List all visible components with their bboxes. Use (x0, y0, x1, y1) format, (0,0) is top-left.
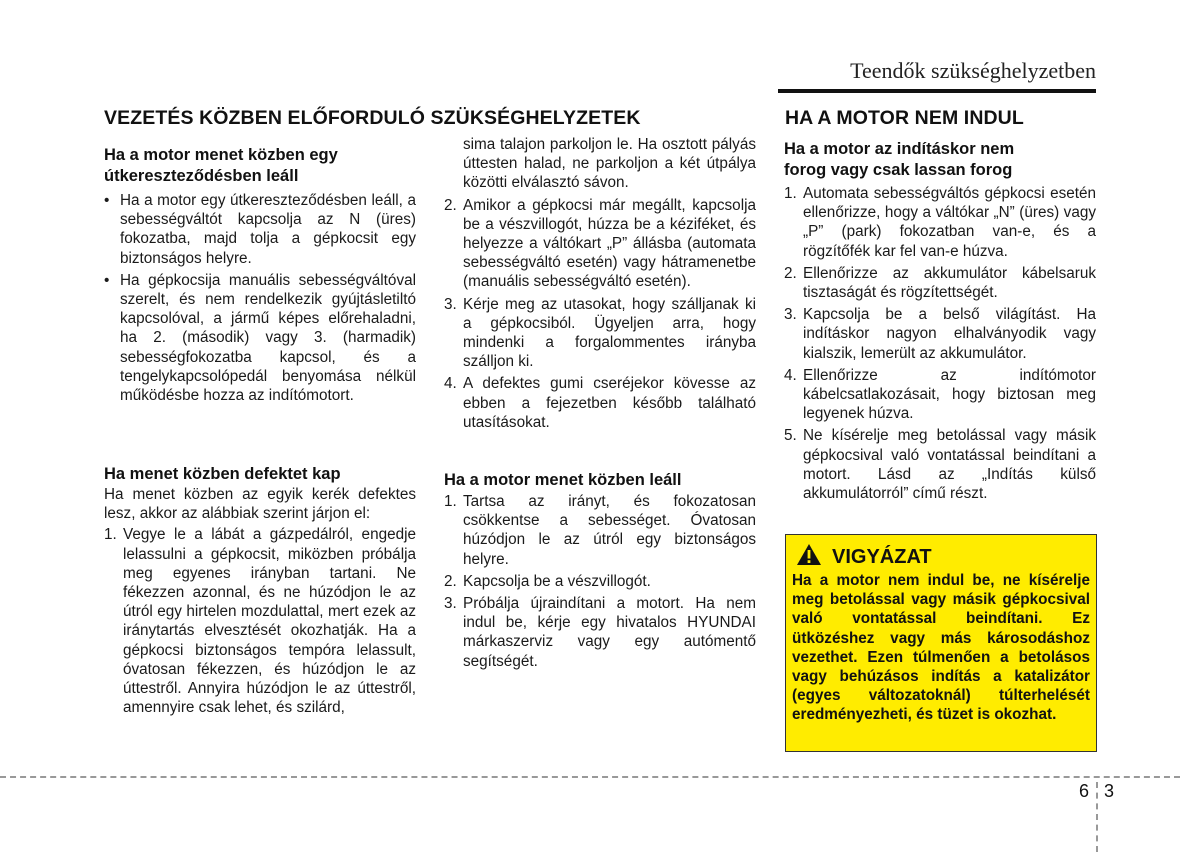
page-header-title: Teendők szükséghelyzetben (850, 58, 1096, 83)
list-item (444, 196, 756, 292)
warning-text: Ha a motor nem indul be, ne kísérelje meg betolással vagy másik gépkocsival való vontatással beindítani. Ez ütközéshez vagy más károsodáshoz vezethet. Ezen túlmenően a betolásos vagy behúzásos indítás a katalizátor (egyes változatoknál) túlterhelését eredményezheti, és tüzet is okozhat. (792, 572, 1090, 724)
list-item (444, 295, 756, 372)
warning-title-row (796, 543, 932, 572)
subheading-line-2: forog vagy csak lassan forog (784, 161, 1013, 179)
header-rule (778, 89, 1096, 93)
bullet-list (104, 191, 416, 405)
step-marker: 4. (784, 366, 797, 384)
list-item (104, 271, 416, 405)
step-marker: 3. (784, 306, 797, 324)
column-2 (444, 135, 756, 435)
flat-tire-continuation: sima talajon parkoljon le. Ha osztott pályás úttesten halad, ne parkoljon a két útpálya közötti elválasztó sávon. (463, 136, 756, 192)
subheading-engine-stalls-while-driving: Ha a motor menet közben leáll (444, 471, 682, 489)
list-item (444, 594, 756, 671)
section-heading-driving-emergencies: VEZETÉS KÖZBEN ELŐFORDULÓ SZÜKSÉGHELYZETEK (104, 107, 641, 129)
list-item (444, 492, 756, 569)
subheading-engine-does-not-crank (784, 139, 1096, 181)
footer-page-divider (1096, 782, 1098, 852)
page-number-chapter: 6 (1079, 781, 1090, 801)
step-marker: 2. (784, 264, 797, 282)
list-item (784, 184, 1096, 261)
list-item-text: A defektes gumi cseréjekor kövesse az ebben a fejezetben később található utasításokat. (463, 375, 756, 431)
list-item-text: Próbálja újraindítani a motort. Ha nem indul be, kérje egy hivatalos HYUNDAI márkaszerviz vagy egy autómentő segítségét. (463, 595, 756, 670)
step-marker: 2. (444, 572, 457, 590)
bullet-marker: • (104, 192, 110, 209)
list-item-text: Ne kísérelje meg betolással vagy másik gépkocsival való vontatással beindítani a motort. Lásd az „Indítás külső akkumulátorról” című részt. (803, 427, 1096, 503)
list-item-text: Ellenőrizze az akkumulátor kábelsaruk tisztaságát és rögzítettségét. (803, 264, 1096, 302)
list-item-text: Automata sebességváltós gépkocsi esetén ellenőrizze, hogy a váltókar „N” (üres) vagy „P” (park) fokozatban van-e, és a rögzítőfék kar fel van-e húzva. (803, 185, 1096, 260)
flat-tire-steps (104, 525, 416, 717)
subheading-line-1: Ha a motor menet közben egy (104, 146, 338, 164)
section-heading-engine-does-not-start: HA A MOTOR NEM INDUL (785, 107, 1024, 129)
list-item-text: Ellenőrizze az indítómotor kábelcsatlakozásait, hogy biztosan meg legyenek húzva. (803, 366, 1096, 423)
no-start-steps (784, 184, 1096, 503)
list-item-text: Vegye le a lábát a gázpedálról, engedje lelassulni a gépkocsit, miközben próbálja meg egyenes irányban tartani. Ne fékezzen azonnal, és ne húzódjon le az útról egy hirtelen mozdulattal, mert ezek az iránytartás elvesztését okozhatják. Ha a gépkocsi biztonságos tempóra lelassult, óvatosan fékezzen, és húzódjon le az úttestről. Annyira húzódjon le az úttestről, amennyire csak lehet, és szilárd, (123, 526, 416, 717)
list-item-text: Amikor a gépkocsi már megállt, kapcsolja be a vészvillogót, húzza be a kéziféket, és helyezze a váltókart „P” állásba (automata sebességváltó esetén) vagy hátramenetbe (manuális sebességváltó esetén). (463, 196, 756, 291)
list-item-text: Ha gépkocsija manuális sebességváltóval szerelt, és nem rendelkezik gyújtásletiltó kapcsolóval, a jármű képes előrehaladni, ha 2. (második) vagy 3. (harmadik) sebességfokozatba kapcsol, és a tengelykapcsolópedál benyomása nélkül működésbe hozza az indítómotort. (120, 271, 416, 405)
subheading-line-2: útkereszteződésben leáll (104, 167, 299, 185)
step-marker: 1. (784, 185, 797, 202)
page-number-page: 3 (1104, 781, 1115, 801)
subheading-flat-tire: Ha menet közben defektet kap (104, 465, 341, 483)
column-1 (104, 145, 416, 408)
bullet-marker: • (104, 271, 110, 289)
flat-tire-intro: Ha menet közben az egyik kerék defektes lesz, akkor az alábbiak szerint járjon el: (104, 486, 416, 523)
list-item-text: Kapcsolja be a belső világítást. Ha indításkor nagyon elhalványodik vagy kialszik, lemerült az akkumulátor. (803, 306, 1096, 362)
subheading-engine-stalls-at-crossroad (104, 145, 416, 187)
list-item (784, 264, 1096, 302)
column-3 (784, 139, 1096, 506)
column-2-engine-stalls (444, 470, 756, 674)
list-item (444, 572, 756, 591)
flat-tire-steps-continued (444, 196, 756, 432)
engine-stalls-steps (444, 492, 756, 671)
list-item (104, 191, 416, 268)
list-item-text: Ha a motor egy útkereszteződésben leáll, a sebességváltót kapcsolja az N (üres) fokozatba, majd tolja a gépkocsit egy biztonságos helyre. (120, 192, 416, 267)
list-item (444, 374, 756, 432)
list-item-text: Kérje meg az utasokat, hogy szálljanak ki a gépkocsiból. Ügyeljen arra, hogy mindenki a forgalommentes irányba szálljon ki. (463, 295, 756, 371)
step-marker: 1. (444, 493, 457, 510)
warning-title: VIGYÁZAT (832, 546, 932, 568)
list-item-text: Tartsa az irányt, és fokozatosan csökkentse a sebességet. Óvatosan húzódjon le az útról egy biztonságos helyre. (463, 493, 756, 568)
step-marker: 2. (444, 196, 457, 214)
step-marker: 5. (784, 427, 797, 445)
step-marker: 3. (444, 295, 457, 313)
step-marker: 4. (444, 375, 457, 393)
list-item-text: Kapcsolja be a vészvillogót. (463, 572, 651, 590)
column-1-flat-tire (104, 464, 416, 720)
step-marker: 1. (104, 526, 117, 544)
step-marker: 3. (444, 595, 457, 613)
warning-box (785, 534, 1097, 752)
list-item (784, 426, 1096, 503)
subheading-line-1: Ha a motor az indításkor nem (784, 140, 1015, 158)
list-item (104, 525, 416, 717)
list-item (784, 366, 1096, 424)
footer-dashed-rule (0, 776, 1180, 778)
list-item (784, 305, 1096, 363)
warning-triangle-icon (796, 543, 822, 572)
